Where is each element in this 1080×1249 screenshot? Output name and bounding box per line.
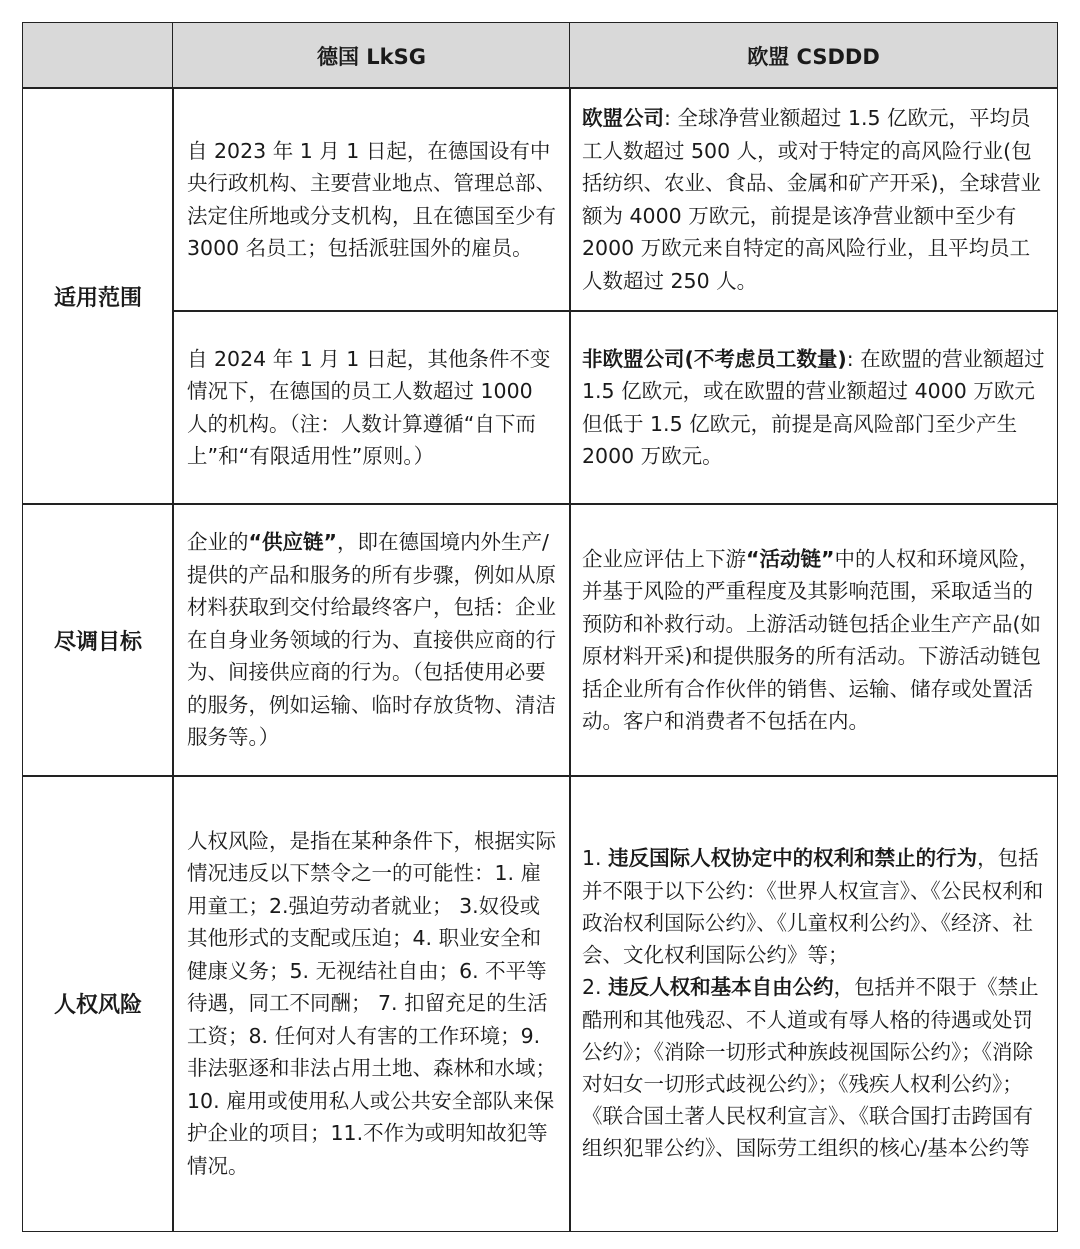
header-lksg — [172, 22, 571, 89]
risk-lksg: 人权风险，是指在某种条件下，根据实际情况违反以下禁令之一的可能性：1. 雇用童工；2.强迫劳动者就业； 3.奴役或其他形式的支配或压迫；4. 职业安全和健康义务；5. 无视结社自由；6. 不平等待遇，同工不同酬； 7. 扣留充足的生活工资；8. 任何对人有害的工作环境；9.非法驱逐和非法占用土地、森林和水域；10. 雇用或使用私人或公共安全部队来保护企业的项目；11.不作为或明知故犯等情况。 — [172, 775, 571, 1232]
header-csddd — [569, 22, 1058, 89]
scope-csddd-eu: 欧盟公司: 全球净营业额超过 1.5 亿欧元，平均员工人数超过 500 人，或对于特定的高风险行业(包括纺织、农业、食品、金属和矿产开采)，全球营业额为 4000 万欧元，前提是该净营业额中至少有 2000 万欧元来自特定的高风险行业，且平均员工人数超过 250 人。 — [569, 87, 1058, 312]
non-eu-company-term: 非欧盟公司(不考虑员工数量) — [582, 346, 847, 371]
header-csddd-label: 欧盟 CSDDD — [747, 44, 880, 69]
header-lksg-label: 德国 LkSG — [316, 44, 427, 69]
target-csddd: 企业应评估上下游“活动链”中的人权和环境风险，并基于风险的严重程度及其影响范围，采取适当的预防和补救行动。上游活动链包括企业生产产品(如原材料开采)和提供服务的所有活动。下游活动链包括企业所有合作伙伴的销售、运输、储存或处置活动。客户和消费者不包括在内。 — [569, 503, 1058, 777]
scope-lksg-2023: 自 2023 年 1 月 1 日起，在德国设有中央行政机构、主要营业地点、管理总部、法定住所地或分支机构，且在德国至少有 3000 名员工；包括派驻国外的雇员。 — [172, 87, 571, 312]
activity-chain-term: “活动链” — [746, 546, 835, 571]
comparison-table — [22, 22, 1058, 1232]
risk-item-1: 1. 违反国际人权协定中的权利和禁止的行为，包括并不限于以下公约：《世界人权宣言》、《公民权利和政治权利国际公约》、《儿童权利公约》、《经济、社会、文化权利国际公约》等； — [582, 846, 1044, 968]
risk-csddd — [569, 775, 1058, 1232]
target-lksg: 企业的“供应链”，即在德国境内外生产/提供的产品和服务的所有步骤，例如从原材料获取到交付给最终客户，包括：企业在自身业务领域的行为、直接供应商的行为、间接供应商的行为。（包括使用必要的服务，例如运输、临时存放货物、清洁服务等。） — [172, 503, 571, 777]
risk-item-2: 2. 违反人权和基本自由公约，包括并不限于《禁止酷刑和其他残忍、不人道或有辱人格的待遇或处罚公约》；《消除一切形式种族歧视国际公约》；《消除对妇女一切形式歧视公约》；《残疾人权利公约》；《联合国土著人民权利宣言》、《联合国打击跨国有组织犯罪公约》、国际劳工组织的核心/基本公约等 — [582, 975, 1039, 1161]
scope-lksg-2024: 自 2024 年 1 月 1 日起，其他条件不变情况下，在德国的员工人数超过 1000 人的机构。（注：人数计算遵循“自下而上”和“有限适用性”原则。） — [172, 310, 571, 505]
row-label-scope: 适用范围 — [22, 87, 174, 505]
scope-csddd-non-eu: 非欧盟公司(不考虑员工数量): 在欧盟的营业额超过 1.5 亿欧元，或在欧盟的营业额超过 4000 万欧元但低于 1.5 亿欧元，前提是高风险部门至少产生 2000 万欧元。 — [569, 310, 1058, 505]
header-corner-cell — [22, 22, 174, 89]
eu-company-term: 欧盟公司 — [582, 106, 664, 130]
row-label-target: 尽调目标 — [22, 503, 174, 777]
supply-chain-term: “供应链” — [248, 530, 337, 555]
row-label-risk: 人权风险 — [22, 775, 174, 1232]
